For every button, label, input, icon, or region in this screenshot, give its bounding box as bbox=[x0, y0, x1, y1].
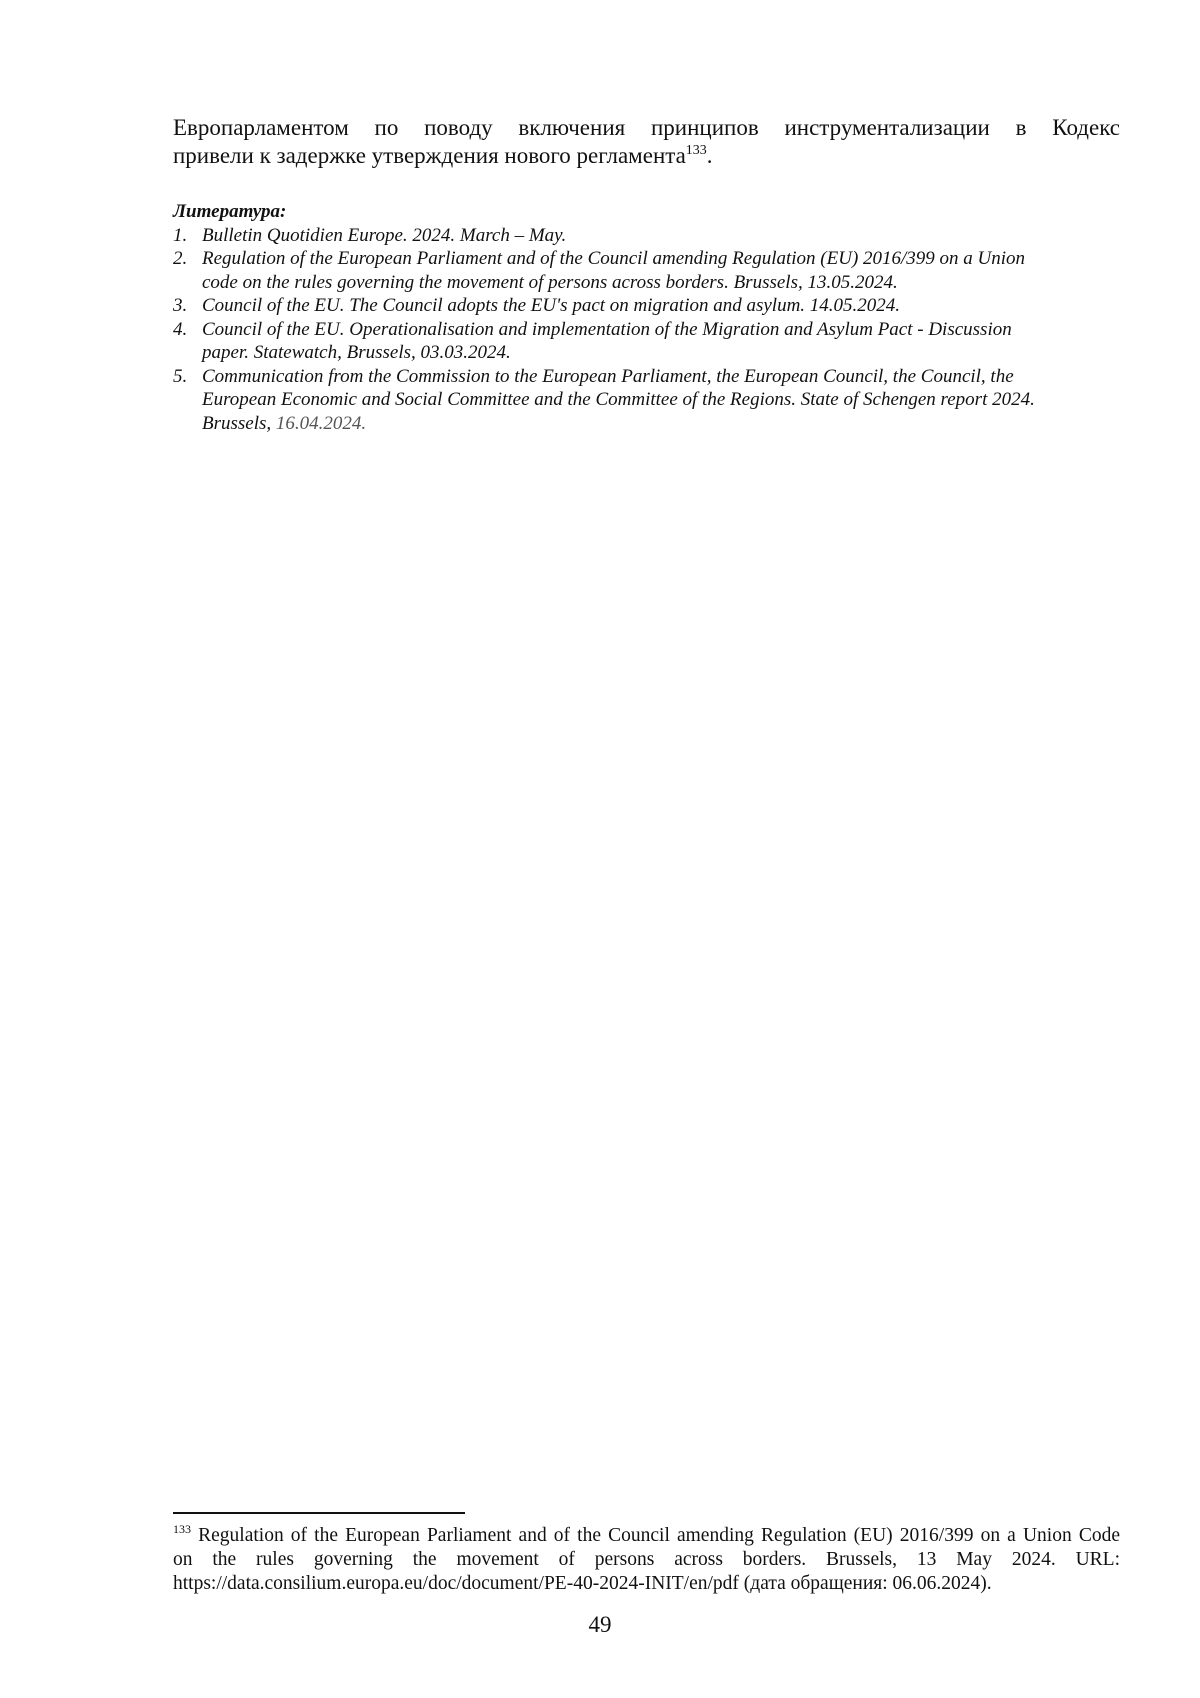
footnote-line-1 bbox=[173, 1524, 1120, 1548]
reference-text-line: European Economic and Social Committee and the Committee of the Regions. State of Schengen report 2024. bbox=[202, 389, 1035, 410]
reference-text-line: code on the rules governing the movement of persons across borders. Brussels, 13.05.2024. bbox=[202, 271, 898, 293]
reference-number: 3. bbox=[173, 295, 188, 316]
footnote bbox=[173, 1524, 1120, 1596]
reference-item bbox=[173, 365, 1120, 436]
references-heading: Литература: bbox=[173, 201, 287, 222]
reference-item bbox=[173, 318, 1120, 365]
body-paragraph bbox=[173, 114, 1120, 170]
reference-number: 4. bbox=[173, 318, 188, 340]
body-line-2-text: привели к задержке утверждения нового регламента bbox=[173, 143, 686, 168]
references-list bbox=[173, 224, 1120, 436]
footnote-line-1-text: Regulation of the European Parliament and of the Council amending Regulation (EU) 2016/399 on a Union Code bbox=[191, 1525, 1120, 1546]
reference-item bbox=[173, 224, 1120, 248]
reference-text: Council of the EU. The Council adopts the EU's pact on migration and asylum. 14.05.2024. bbox=[202, 295, 901, 316]
body-line-2 bbox=[173, 142, 1120, 170]
footnote-url-line[interactable]: https://data.consilium.europa.eu/doc/document/PE-40-2024-INIT/en/pdf (дата обращения: 06.06.2024). bbox=[173, 1573, 992, 1594]
reference-item bbox=[173, 294, 1120, 318]
body-line-1: Европарламентом по поводу включения принципов инструментализации в Кодекс bbox=[173, 115, 1120, 140]
reference-text-line: Brussels, bbox=[202, 412, 276, 434]
page-number: 49 bbox=[588, 1612, 612, 1637]
footnote-marker: 133 bbox=[173, 1522, 191, 1536]
reference-item bbox=[173, 247, 1120, 294]
footnote-divider bbox=[173, 1512, 465, 1514]
reference-text-line: paper. Statewatch, Brussels, 03.03.2024. bbox=[202, 342, 511, 363]
reference-date: 16.04.2024. bbox=[275, 412, 367, 434]
reference-number: 5. bbox=[173, 365, 188, 387]
reference-number: 1. bbox=[173, 224, 188, 246]
body-line-2-end: . bbox=[706, 143, 713, 168]
footnote-reference[interactable]: 133 bbox=[685, 143, 707, 158]
footnote-line-2: on the rules governing the movement of persons across borders. Brussels, 13 May 2024. URL: bbox=[173, 1549, 1120, 1570]
reference-text-line: Regulation of the European Parliament and of the Council amending Regulation (EU) 2016/399 on a Union bbox=[202, 248, 1026, 269]
reference-text-line: Council of the EU. Operationalisation and implementation of the Migration and Asylum Pact - Discussion bbox=[202, 318, 1012, 340]
reference-text: Bulletin Quotidien Europe. 2024. March – May. bbox=[202, 224, 567, 246]
reference-text-line: Communication from the Commission to the European Parliament, the European Council, the Council, the bbox=[202, 365, 1014, 387]
references-section bbox=[173, 200, 1120, 435]
reference-number: 2. bbox=[173, 248, 188, 269]
